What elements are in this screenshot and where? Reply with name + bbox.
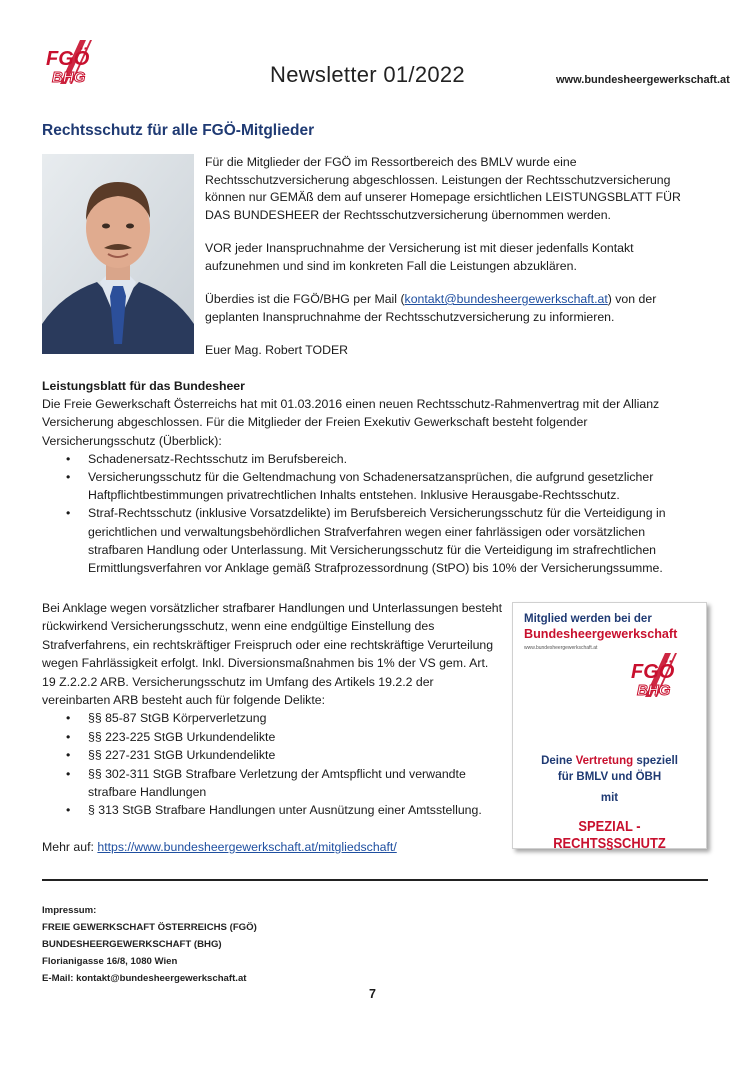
logo-text-fgoe: FGÖ (46, 48, 90, 70)
membership-link[interactable]: https://www.bundesheergewerkschaft.at/mitgliedschaft/ (97, 840, 397, 854)
impressum (42, 902, 257, 987)
anklage-section (42, 599, 504, 820)
list-item: • §§ 85-87 StGB Körperverletzung (88, 709, 504, 727)
ad-logo-text-bhg: BHG (637, 682, 671, 699)
ad-tagline-3: mit (600, 792, 619, 804)
leistungsblatt-heading: Leistungsblatt für das Bundesheer (42, 379, 245, 393)
ad-logo (625, 651, 691, 701)
intro-p3-before: Überdies ist die FGÖ/BHG per Mail ( (205, 292, 405, 306)
delikte-list (42, 709, 504, 819)
ad-line-2: Bundesheergewerkschaft (524, 627, 678, 641)
membership-ad[interactable] (512, 602, 707, 852)
ad-tagline-2: für BMLV und ÖBH (557, 771, 662, 783)
leistungsblatt-text: Die Freie Gewerkschaft Österreichs hat mit 01.03.2016 einen neuen Rechtsschutz-Rahmenvertrag mit der Allianz Versicherung abgeschlossen. Für die Mitglieder der Freien Exekutiv Gewerkschaft besteht folgender Versicherungsschutz (Überblick): (42, 397, 660, 448)
author-portrait (42, 154, 194, 354)
ad-tag1-a: Deine (541, 755, 576, 767)
list-item: • §§ 223-225 StGB Urkundendelikte (88, 728, 504, 746)
ad-website: www.bundesheergewerkschaft.at (524, 645, 598, 651)
intro-p3-after: ) von der geplanten Inanspruchnahme der Rechtsschutzversicherung zu informieren. (205, 292, 657, 324)
logo-text-bhg: BHG (52, 69, 86, 86)
coverage-list (42, 450, 702, 577)
ad-tagline-4: SPEZIAL - RECHTS§SCHUTZ (553, 818, 666, 852)
list-item: • Schadenersatz-Rechtsschutz im Berufsbereich. (88, 450, 702, 468)
list-item: • Straf-Rechtsschutz (inklusive Vorsatzdelikte) im Berufsbereich Versicherungsschutz für die Verteidigung in gerichtlichen und verwaltungsbehördlichen Strafverfahren wegen einer fahrlässigen oder vorsätzlichen strafbaren Handlung oder Unterlassung. Mit Versicherungsschutz für die Verteidigung im strafrechtlichen Ermittlungsverfahren vor Anklage gemäß Strafprozessordnung (StPO) bis 10% der Versicherungssumme. (88, 504, 702, 577)
ad-tag1-b: Vertretung (575, 755, 634, 767)
impressum-line-1: FREIE GEWERKSCHAFT ÖSTERREICHS (FGÖ) (42, 922, 257, 933)
leistungsblatt-section (42, 377, 702, 577)
ad-logo-text-fgoe: FGÖ (631, 661, 675, 683)
website-header: www.bundesheergewerkschaft.at (556, 74, 730, 86)
page-number: 7 (369, 987, 376, 1001)
ad-tagline-1 (513, 755, 706, 767)
more-label: Mehr auf: (42, 840, 98, 854)
intro-text (205, 154, 695, 360)
fgoe-bhg-logo (40, 38, 106, 88)
list-item: • §§ 227-231 StGB Urkundendelikte (88, 746, 504, 764)
signature: Euer Mag. Robert TODER (205, 343, 349, 357)
intro-paragraph-1: Für die Mitglieder der FGÖ im Ressortbereich des BMLV wurde eine Rechtsschutzversicherung abgeschlossen. Leistungen der Rechtsschutzversicherung können nur GEMÄß dem auf unserer Homepage ersichtlichen LEISTUNGSBLATT FÜR DAS BUNDESHEER der Rechtsschutzversicherung übernommen werden. (205, 155, 681, 222)
intro-paragraph-2: VOR jeder Inanspruchnahme der Versicherung ist mit dieser jedenfalls Kontakt aufzunehmen und sind im konkreten Fall die Leistungen abzuklären. (205, 241, 634, 273)
ad-line-1: Mitglied werden bei der (524, 613, 652, 625)
impressum-heading: Impressum: (42, 905, 97, 916)
footer-divider (42, 879, 708, 881)
list-item: • Versicherungsschutz für die Geltendmachung von Schadenersatzansprüchen, die aufgrund gesetzlicher Haftpflichtbestimmungen privatrechtlichen Inhalts entstehen. Inklusive Herausgabe-Rechtsschutz. (88, 468, 702, 504)
impressum-line-3: Florianigasse 16/8, 1080 Wien (42, 956, 178, 967)
impressum-line-2: BUNDESHEERGEWERKSCHAFT (BHG) (42, 939, 222, 950)
ad-tag1-c: speziell (633, 755, 678, 767)
contact-email-link[interactable]: kontakt@bundesheergewerkschaft.at (404, 292, 608, 306)
impressum-line-4: E-Mail: kontakt@bundesheergewerkschaft.at (42, 973, 247, 984)
intro-paragraph-3 (205, 291, 695, 326)
list-item: • §§ 302-311 StGB Strafbare Verletzung der Amtspflicht und verwandte strafbare Handlungen (88, 765, 504, 802)
newsletter-title: Newsletter 01/2022 (270, 62, 465, 87)
more-info (42, 840, 397, 854)
anklage-text: Bei Anklage wegen vorsätzlicher strafbarer Handlungen und Unterlassungen besteht rückwirkend Versicherungsschutz, wenn eine endgültige Einstellung des Strafverfahrens, ein rechtskräftiger Freispruch oder eine rechtskräftige Verurteilung wegen Fahrlässigkeit erfolgt. Inkl. Diversionsmaßnahmen bis 1% der VS gem. Art. 19 Z.2.2.2 ARB. Versicherungsschutz im Umfang des Artikels 19.2.2 der vereinbarten ARB besteht auch für folgende Delikte: (42, 601, 503, 708)
article-heading: Rechtsschutz für alle FGÖ-Mitglieder (42, 122, 315, 139)
list-item: • § 313 StGB Strafbare Handlungen unter Ausnützung einer Amtsstellung. (88, 801, 504, 819)
